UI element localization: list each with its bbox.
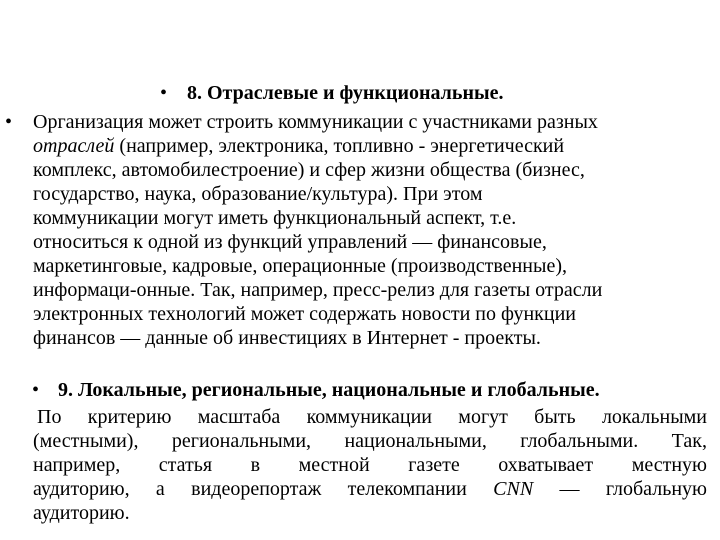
- text-fragment: — глобальную: [533, 478, 707, 500]
- bullet: •: [160, 82, 168, 104]
- italic-term: отраслей: [33, 135, 115, 157]
- section-heading-9: 9. Локальные, региональные, национальные и глобальные.: [58, 379, 600, 401]
- text-line: аудиторию.: [33, 502, 130, 524]
- section-heading-8: 8. Отраслевые и функциональные.: [187, 82, 504, 104]
- text-line: государство, наука, образование/культура). При этом: [33, 183, 483, 205]
- text-line: относиться к одной из функций управлений — финансовые,: [33, 231, 547, 253]
- text-line: Организация может строить коммуникации с участниками разных: [33, 111, 598, 133]
- text-line: например, статья в местной газете охватывает местную: [33, 454, 707, 476]
- text-line: [33, 477, 707, 501]
- italic-term: CNN: [493, 478, 534, 500]
- text-line: маркетинговые, кадровые, операционные (производственные),: [33, 255, 567, 277]
- text-line: (местными), региональными, национальными, глобальными. Так,: [33, 430, 707, 452]
- text-fragment: аудиторию, а видеорепортаж телекомпании: [33, 478, 494, 500]
- text-line: [33, 134, 564, 158]
- text-line: По критерию масштаба коммуникации могут быть локальными: [37, 406, 707, 428]
- text-line: информаци-онные. Так, например, пресс-релиз для газеты отрасли: [33, 279, 603, 301]
- text-line: финансов — данные об инвестициях в Интернет - проекты.: [33, 327, 541, 349]
- bullet: •: [5, 111, 13, 133]
- text-line: коммуникации могут иметь функциональный аспект, т.е.: [33, 207, 517, 229]
- text-fragment: (например, электроника, топливно - энергетический: [114, 135, 565, 157]
- bullet: •: [32, 379, 40, 401]
- text-line: комплекс, автомобилестроение) и сфер жизни общества (бизнес,: [33, 159, 585, 181]
- text-line: электронных технологий может содержать новости по функции: [33, 303, 576, 325]
